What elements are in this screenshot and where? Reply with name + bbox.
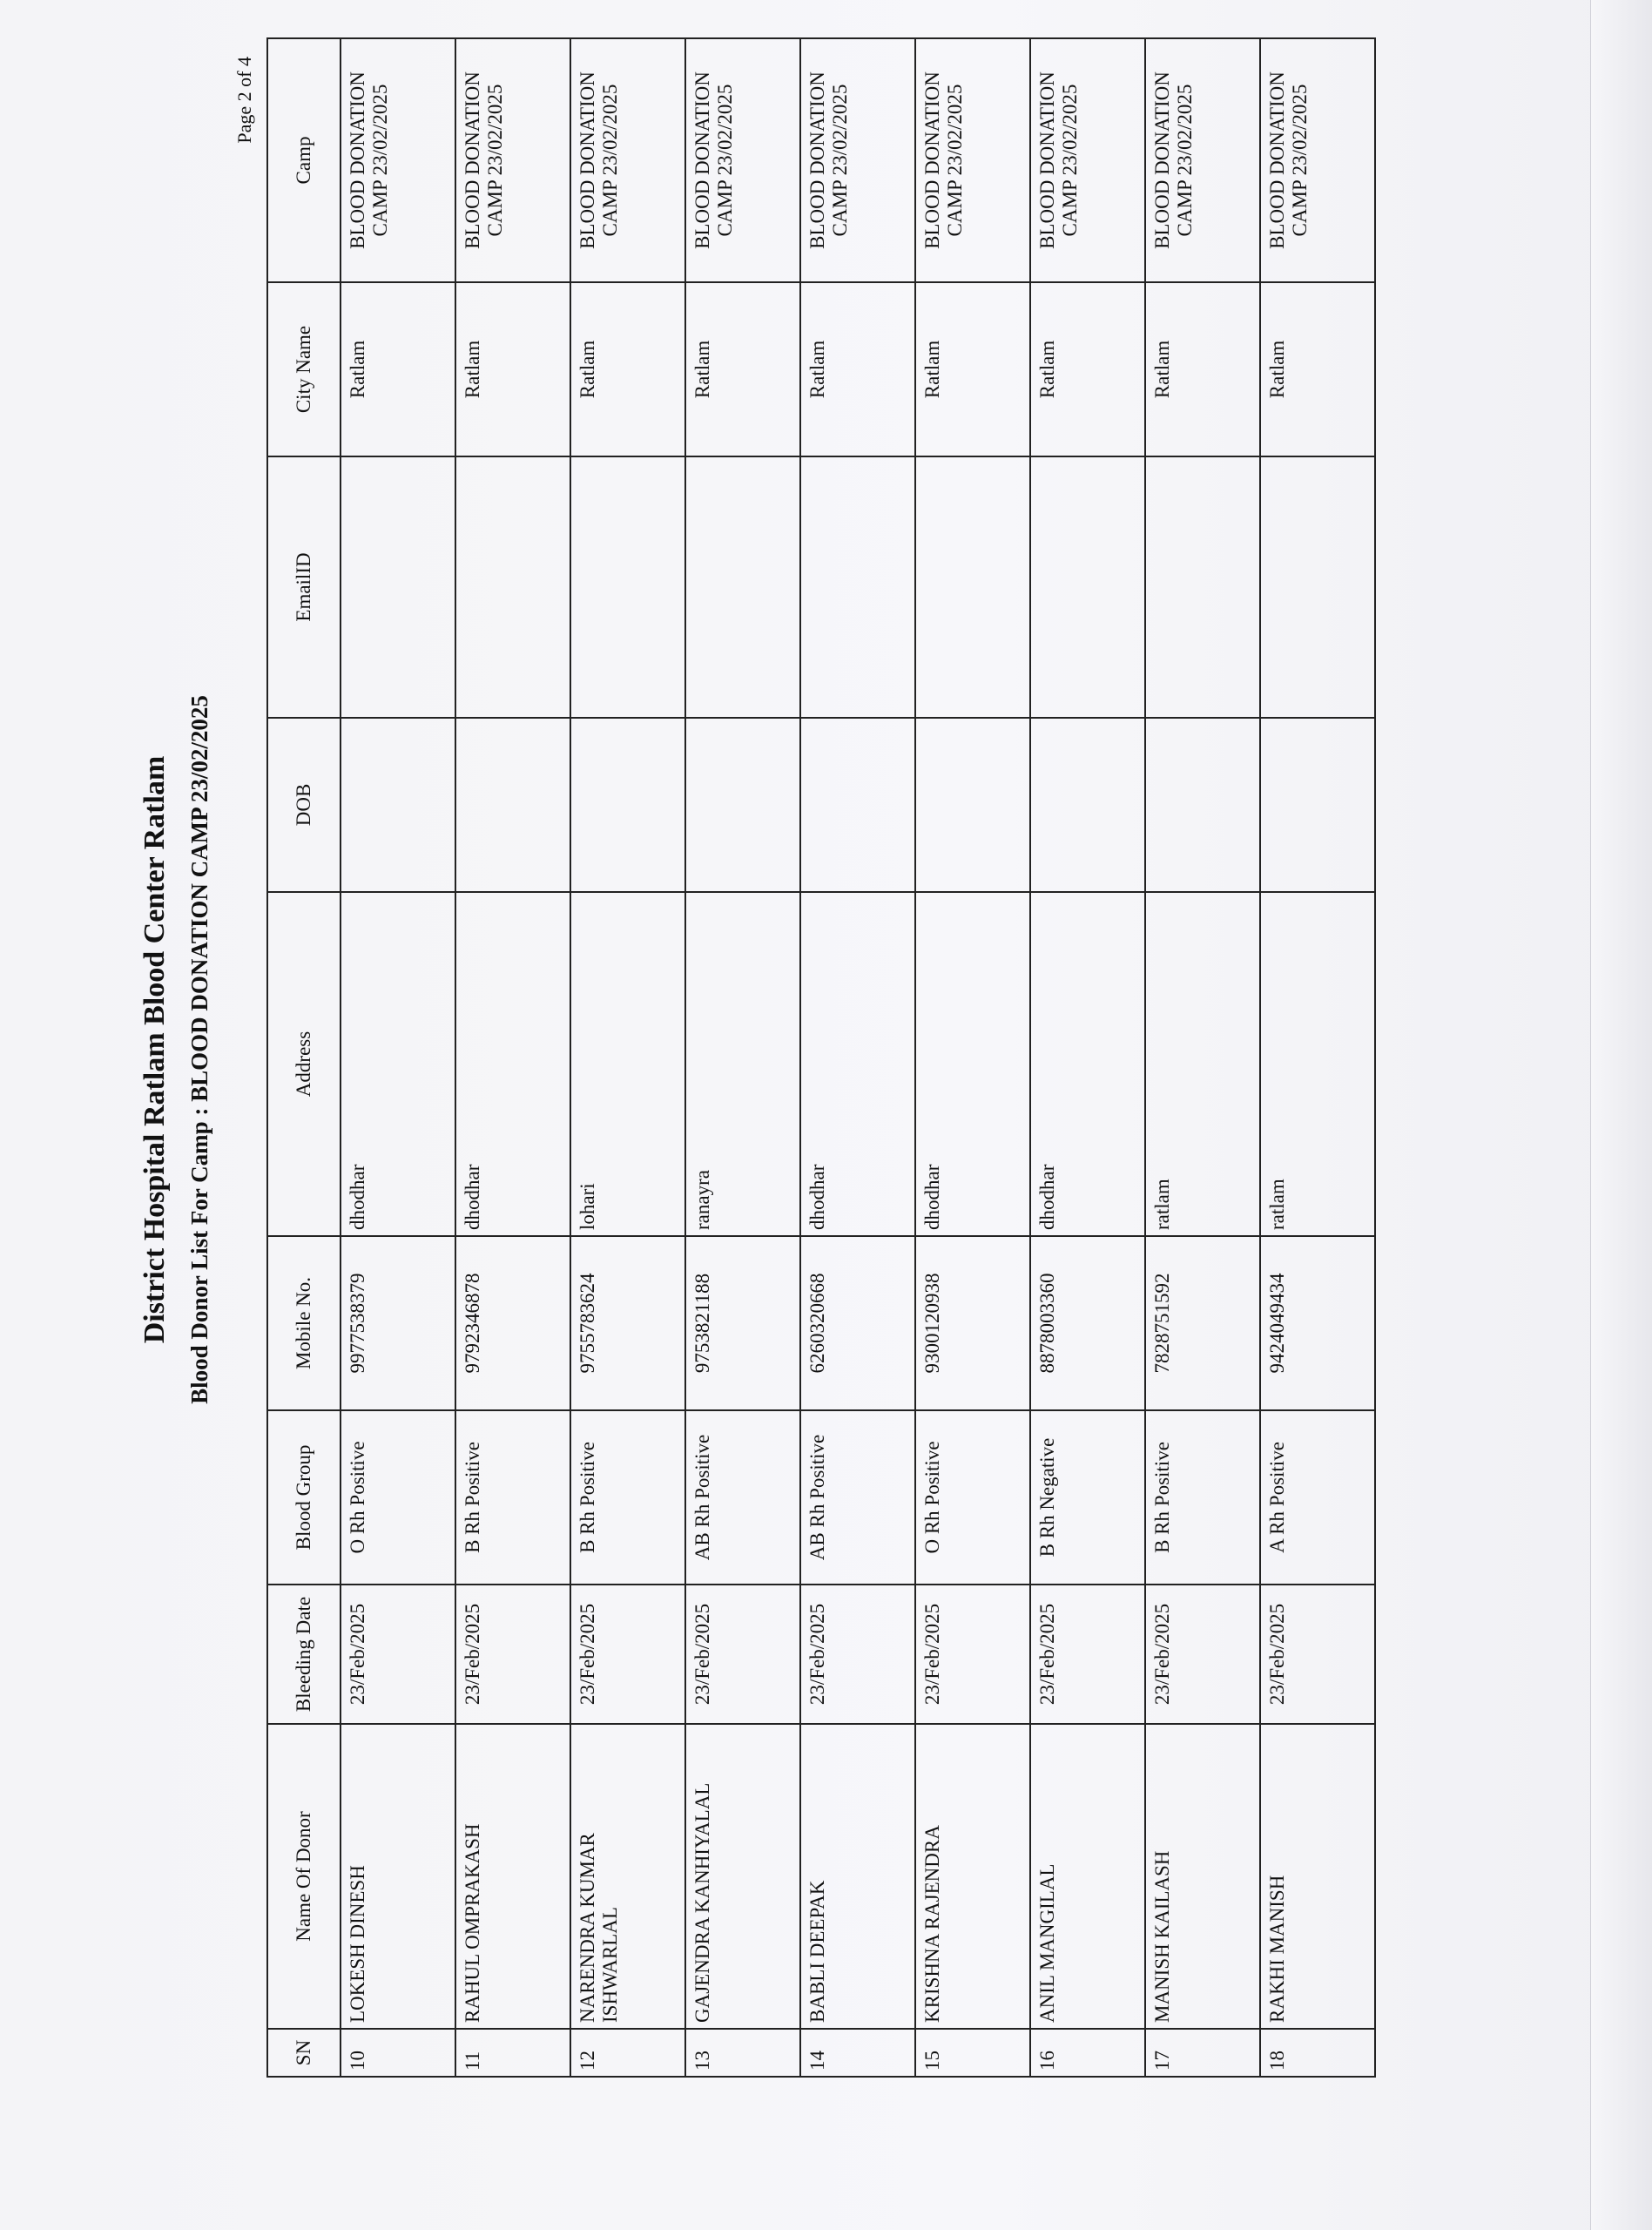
- cell-name: GAJENDRA KANHIYALAL: [685, 1724, 800, 2029]
- cell-city: Ratlam: [570, 282, 685, 456]
- table-header-row: [267, 38, 341, 2077]
- cell-date: 23/Feb/2025: [1030, 1585, 1145, 1724]
- cell-sn: 14: [800, 2029, 915, 2077]
- page-edge-shadow: [1590, 0, 1652, 2230]
- col-sn: SN: [267, 2029, 341, 2077]
- cell-address: dhodhar: [341, 892, 455, 1236]
- col-city: City Name: [267, 282, 341, 456]
- cell-email: [1030, 456, 1145, 718]
- cell-name: RAKHI MANISH: [1260, 1724, 1375, 2029]
- cell-group: B Rh Positive: [570, 1410, 685, 1585]
- table-row: [685, 38, 800, 2077]
- table-row: [1260, 38, 1375, 2077]
- cell-sn: 18: [1260, 2029, 1375, 2077]
- cell-sn: 10: [341, 2029, 455, 2077]
- cell-dob: [685, 718, 800, 892]
- cell-camp: BLOOD DONATION CAMP 23/02/2025: [1260, 38, 1375, 282]
- cell-mobile: 9977538379: [341, 1236, 455, 1410]
- cell-address: dhodhar: [1030, 892, 1145, 1236]
- cell-date: 23/Feb/2025: [800, 1585, 915, 1724]
- table-row: [915, 38, 1030, 2077]
- cell-city: Ratlam: [1030, 282, 1145, 456]
- col-mobile: Mobile No.: [267, 1236, 341, 1410]
- cell-address: dhodhar: [800, 892, 915, 1236]
- cell-email: [685, 456, 800, 718]
- cell-dob: [915, 718, 1030, 892]
- cell-mobile: 9755783624: [570, 1236, 685, 1410]
- cell-mobile: 6260320668: [800, 1236, 915, 1410]
- cell-sn: 12: [570, 2029, 685, 2077]
- cell-camp: BLOOD DONATION CAMP 23/02/2025: [570, 38, 685, 282]
- cell-dob: [1030, 718, 1145, 892]
- cell-city: Ratlam: [685, 282, 800, 456]
- cell-email: [915, 456, 1030, 718]
- cell-name: NARENDRA KUMAR ISHWARLAL: [570, 1724, 685, 2029]
- cell-city: Ratlam: [341, 282, 455, 456]
- col-bleeding-date: Bleeding Date: [267, 1585, 341, 1724]
- cell-date: 23/Feb/2025: [1145, 1585, 1260, 1724]
- cell-email: [1145, 456, 1260, 718]
- cell-mobile: 9792346878: [455, 1236, 570, 1410]
- cell-email: [455, 456, 570, 718]
- cell-group: B Rh Positive: [1145, 1410, 1260, 1585]
- cell-group: B Rh Positive: [455, 1410, 570, 1585]
- cell-city: Ratlam: [800, 282, 915, 456]
- cell-sn: 15: [915, 2029, 1030, 2077]
- table-body: [341, 38, 1375, 2077]
- col-name: Name Of Donor: [267, 1724, 341, 2029]
- cell-group: B Rh Negative: [1030, 1410, 1145, 1585]
- cell-mobile: 9424049434: [1260, 1236, 1375, 1410]
- cell-address: ranayra: [685, 892, 800, 1236]
- cell-city: Ratlam: [915, 282, 1030, 456]
- cell-group: O Rh Positive: [341, 1410, 455, 1585]
- cell-address: ratlam: [1260, 892, 1375, 1236]
- cell-camp: BLOOD DONATION CAMP 23/02/2025: [1145, 38, 1260, 282]
- cell-name: RAHUL OMPRAKASH: [455, 1724, 570, 2029]
- cell-dob: [1260, 718, 1375, 892]
- cell-city: Ratlam: [1260, 282, 1375, 456]
- rotated-page: [129, 22, 1409, 2078]
- cell-mobile: 9753821188: [685, 1236, 800, 1410]
- cell-mobile: 8878003360: [1030, 1236, 1145, 1410]
- table-row: [455, 38, 570, 2077]
- cell-camp: BLOOD DONATION CAMP 23/02/2025: [1030, 38, 1145, 282]
- cell-city: Ratlam: [455, 282, 570, 456]
- cell-address: lohari: [570, 892, 685, 1236]
- cell-camp: BLOOD DONATION CAMP 23/02/2025: [915, 38, 1030, 282]
- table-row: [1145, 38, 1260, 2077]
- cell-mobile: 7828751592: [1145, 1236, 1260, 1410]
- cell-email: [800, 456, 915, 718]
- cell-date: 23/Feb/2025: [1260, 1585, 1375, 1724]
- table-row: [341, 38, 455, 2077]
- col-address: Address: [267, 892, 341, 1236]
- cell-address: ratlam: [1145, 892, 1260, 1236]
- cell-date: 23/Feb/2025: [455, 1585, 570, 1724]
- page-number: Page 2 of 4: [233, 57, 255, 144]
- cell-date: 23/Feb/2025: [341, 1585, 455, 1724]
- cell-camp: BLOOD DONATION CAMP 23/02/2025: [685, 38, 800, 282]
- table-row: [1030, 38, 1145, 2077]
- cell-dob: [455, 718, 570, 892]
- cell-address: dhodhar: [915, 892, 1030, 1236]
- page-title: District Hospital Ratlam Blood Center Ratlam: [138, 755, 171, 1344]
- cell-sn: 16: [1030, 2029, 1145, 2077]
- cell-city: Ratlam: [1145, 282, 1260, 456]
- cell-camp: BLOOD DONATION CAMP 23/02/2025: [455, 38, 570, 282]
- cell-mobile: 9300120938: [915, 1236, 1030, 1410]
- cell-name: BABLI DEEPAK: [800, 1724, 915, 2029]
- cell-camp: BLOOD DONATION CAMP 23/02/2025: [341, 38, 455, 282]
- cell-sn: 13: [685, 2029, 800, 2077]
- cell-email: [341, 456, 455, 718]
- cell-group: O Rh Positive: [915, 1410, 1030, 1585]
- cell-dob: [570, 718, 685, 892]
- cell-date: 23/Feb/2025: [685, 1585, 800, 1724]
- cell-name: MANISH KAILASH: [1145, 1724, 1260, 2029]
- cell-email: [1260, 456, 1375, 718]
- cell-group: AB Rh Positive: [800, 1410, 915, 1585]
- table-row: [570, 38, 685, 2077]
- page-subtitle: Blood Donor List For Camp : BLOOD DONATION CAMP 23/02/2025: [186, 695, 212, 1404]
- cell-dob: [341, 718, 455, 892]
- cell-date: 23/Feb/2025: [915, 1585, 1030, 1724]
- cell-email: [570, 456, 685, 718]
- table-row: [800, 38, 915, 2077]
- cell-name: ANIL MANGILAL: [1030, 1724, 1145, 2029]
- cell-address: dhodhar: [455, 892, 570, 1236]
- col-dob: DOB: [267, 718, 341, 892]
- cell-camp: BLOOD DONATION CAMP 23/02/2025: [800, 38, 915, 282]
- col-camp: Camp: [267, 38, 341, 282]
- col-blood-group: Blood Group: [267, 1410, 341, 1585]
- donor-table: [266, 37, 1376, 2078]
- cell-sn: 11: [455, 2029, 570, 2077]
- cell-sn: 17: [1145, 2029, 1260, 2077]
- cell-group: AB Rh Positive: [685, 1410, 800, 1585]
- cell-dob: [800, 718, 915, 892]
- cell-dob: [1145, 718, 1260, 892]
- cell-name: KRISHNA RAJENDRA: [915, 1724, 1030, 2029]
- cell-name: LOKESH DINESH: [341, 1724, 455, 2029]
- cell-group: A Rh Positive: [1260, 1410, 1375, 1585]
- col-email: EmailID: [267, 456, 341, 718]
- cell-date: 23/Feb/2025: [570, 1585, 685, 1724]
